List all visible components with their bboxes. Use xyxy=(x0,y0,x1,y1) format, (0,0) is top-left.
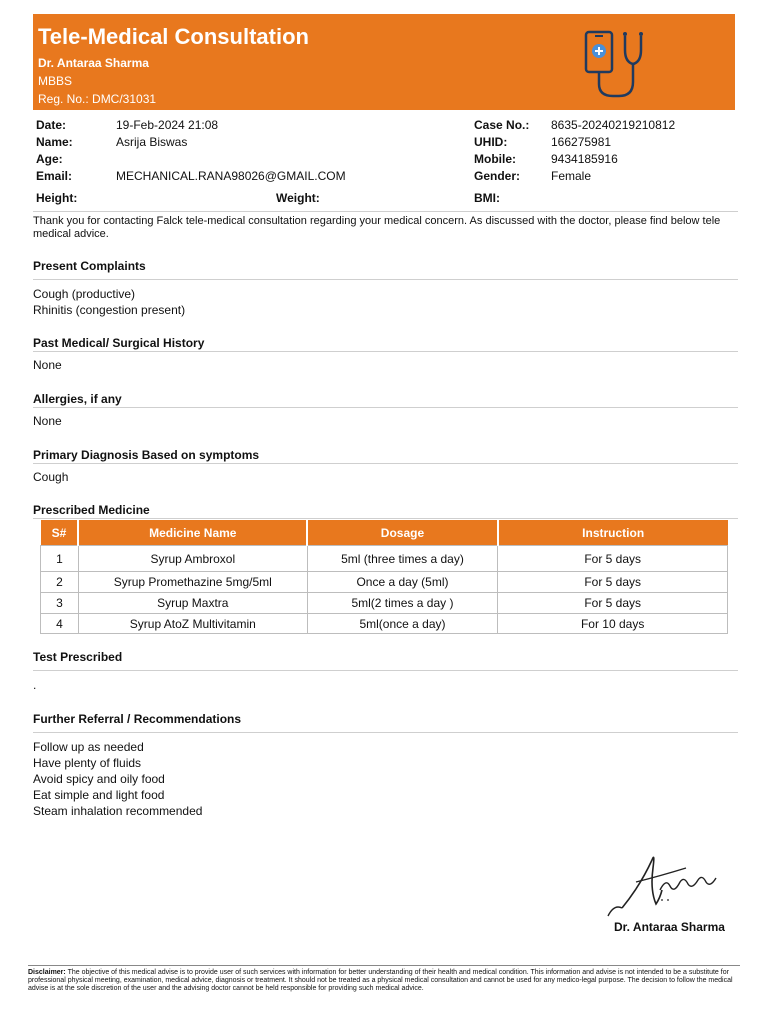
header-banner xyxy=(33,14,735,110)
email-value: MECHANICAL.RANA98026@GMAIL.COM xyxy=(116,169,346,183)
complaint-line: Rhinitis (congestion present) xyxy=(33,303,186,317)
tests-text: . xyxy=(33,678,37,692)
table-cell: Once a day (5ml) xyxy=(307,572,498,593)
divider xyxy=(33,407,738,408)
signature-image xyxy=(600,838,730,918)
table-cell: 2 xyxy=(41,572,79,593)
case-label: Case No.: xyxy=(474,118,530,132)
divider xyxy=(33,279,738,280)
table-cell: Syrup Ambroxol xyxy=(78,546,307,572)
gender-label: Gender: xyxy=(474,169,521,183)
complaints-heading: Present Complaints xyxy=(33,259,146,273)
referral-line: Steam inhalation recommended xyxy=(33,804,203,818)
allergies-text: None xyxy=(33,414,62,428)
table-cell: For 5 days xyxy=(498,546,728,572)
column-header: Instruction xyxy=(498,520,728,546)
medicine-table xyxy=(40,520,728,634)
case-value: 8635-20240219210812 xyxy=(551,118,676,132)
doctor-degree: MBBS xyxy=(38,74,73,88)
disclaimer-text: The objective of this medical advise is to provide user of such services with information for better understanding of their health and medical condition. This information and advise is not intended to be a substitute for professional physical meeting, examination, medical advice, diagnosis or treatment. It should not be treated as a physical medical consultation and cannot be used for any medico-legal purpose. The decision to follow the medical advise is at the sole discretion of the user and the advising doctor cannot be held responsible for providing such medical advice. xyxy=(28,969,733,992)
referral-line: Have plenty of fluids xyxy=(33,756,142,770)
table-cell: 4 xyxy=(41,614,79,634)
table-row xyxy=(41,614,728,634)
doctor-registration: Reg. No.: DMC/31031 xyxy=(38,92,157,106)
doctor-name: Dr. Antaraa Sharma xyxy=(38,56,149,70)
table-cell: Syrup Promethazine 5mg/5ml xyxy=(78,572,307,593)
date-label: Date: xyxy=(36,118,67,132)
uhid-value: 166275981 xyxy=(551,135,612,149)
table-cell: 5ml(2 times a day ) xyxy=(307,593,498,614)
divider xyxy=(28,965,740,966)
signature-name: Dr. Antaraa Sharma xyxy=(614,920,725,934)
gender-value: Female xyxy=(551,169,592,183)
diagnosis-heading: Primary Diagnosis Based on symptoms xyxy=(33,448,260,462)
table-header-row xyxy=(41,520,728,546)
divider xyxy=(33,518,738,519)
table-cell: 5ml(once a day) xyxy=(307,614,498,634)
name-label: Name: xyxy=(36,135,73,149)
allergies-heading: Allergies, if any xyxy=(33,392,122,406)
referral-line: Avoid spicy and oily food xyxy=(33,772,165,786)
column-header: Dosage xyxy=(307,520,498,546)
history-heading: Past Medical/ Surgical History xyxy=(33,336,205,350)
disclaimer-label: Disclaimer: xyxy=(28,969,66,976)
table-cell: 1 xyxy=(41,546,79,572)
date-value: 19-Feb-2024 21:08 xyxy=(116,118,219,132)
mobile-label: Mobile: xyxy=(474,152,516,166)
email-label: Email: xyxy=(36,169,73,183)
uhid-label: UHID: xyxy=(474,135,508,149)
column-header: Medicine Name xyxy=(78,520,307,546)
table-cell: 3 xyxy=(41,593,79,614)
history-text: None xyxy=(33,358,62,372)
height-label: Height: xyxy=(36,191,78,205)
table-row xyxy=(41,546,728,572)
divider xyxy=(33,211,738,212)
medicine-heading: Prescribed Medicine xyxy=(33,503,150,517)
divider xyxy=(33,351,738,352)
referral-line: Follow up as needed xyxy=(33,740,144,754)
page-title: Tele-Medical Consultation xyxy=(38,24,309,49)
table-row xyxy=(41,572,728,593)
name-value: Asrija Biswas xyxy=(116,135,188,149)
table-cell: Syrup Maxtra xyxy=(78,593,307,614)
divider xyxy=(33,463,738,464)
table-cell: For 5 days xyxy=(498,593,728,614)
referral-line: Eat simple and light food xyxy=(33,788,165,802)
diagnosis-text: Cough xyxy=(33,470,69,484)
weight-label: Weight: xyxy=(276,191,320,205)
divider xyxy=(33,670,738,671)
table-row xyxy=(41,593,728,614)
phone-stethoscope-icon xyxy=(583,22,663,102)
table-cell: 5ml (three times a day) xyxy=(307,546,498,572)
tests-heading: Test Prescribed xyxy=(33,650,123,664)
disclaimer xyxy=(28,969,740,993)
referral-heading: Further Referral / Recommendations xyxy=(33,712,242,726)
table-cell: For 10 days xyxy=(498,614,728,634)
divider xyxy=(33,732,738,733)
table-cell: For 5 days xyxy=(498,572,728,593)
age-label: Age: xyxy=(36,152,63,166)
intro-text: Thank you for contacting Falck tele-medical consultation regarding your medical concern. As discussed with the doctor, please find below tele medical advice. xyxy=(33,215,721,240)
column-header: S# xyxy=(41,520,79,546)
mobile-value: 9434185916 xyxy=(551,152,618,166)
table-cell: Syrup AtoZ Multivitamin xyxy=(78,614,307,634)
complaint-line: Cough (productive) xyxy=(33,287,136,301)
bmi-label: BMI: xyxy=(474,191,500,205)
